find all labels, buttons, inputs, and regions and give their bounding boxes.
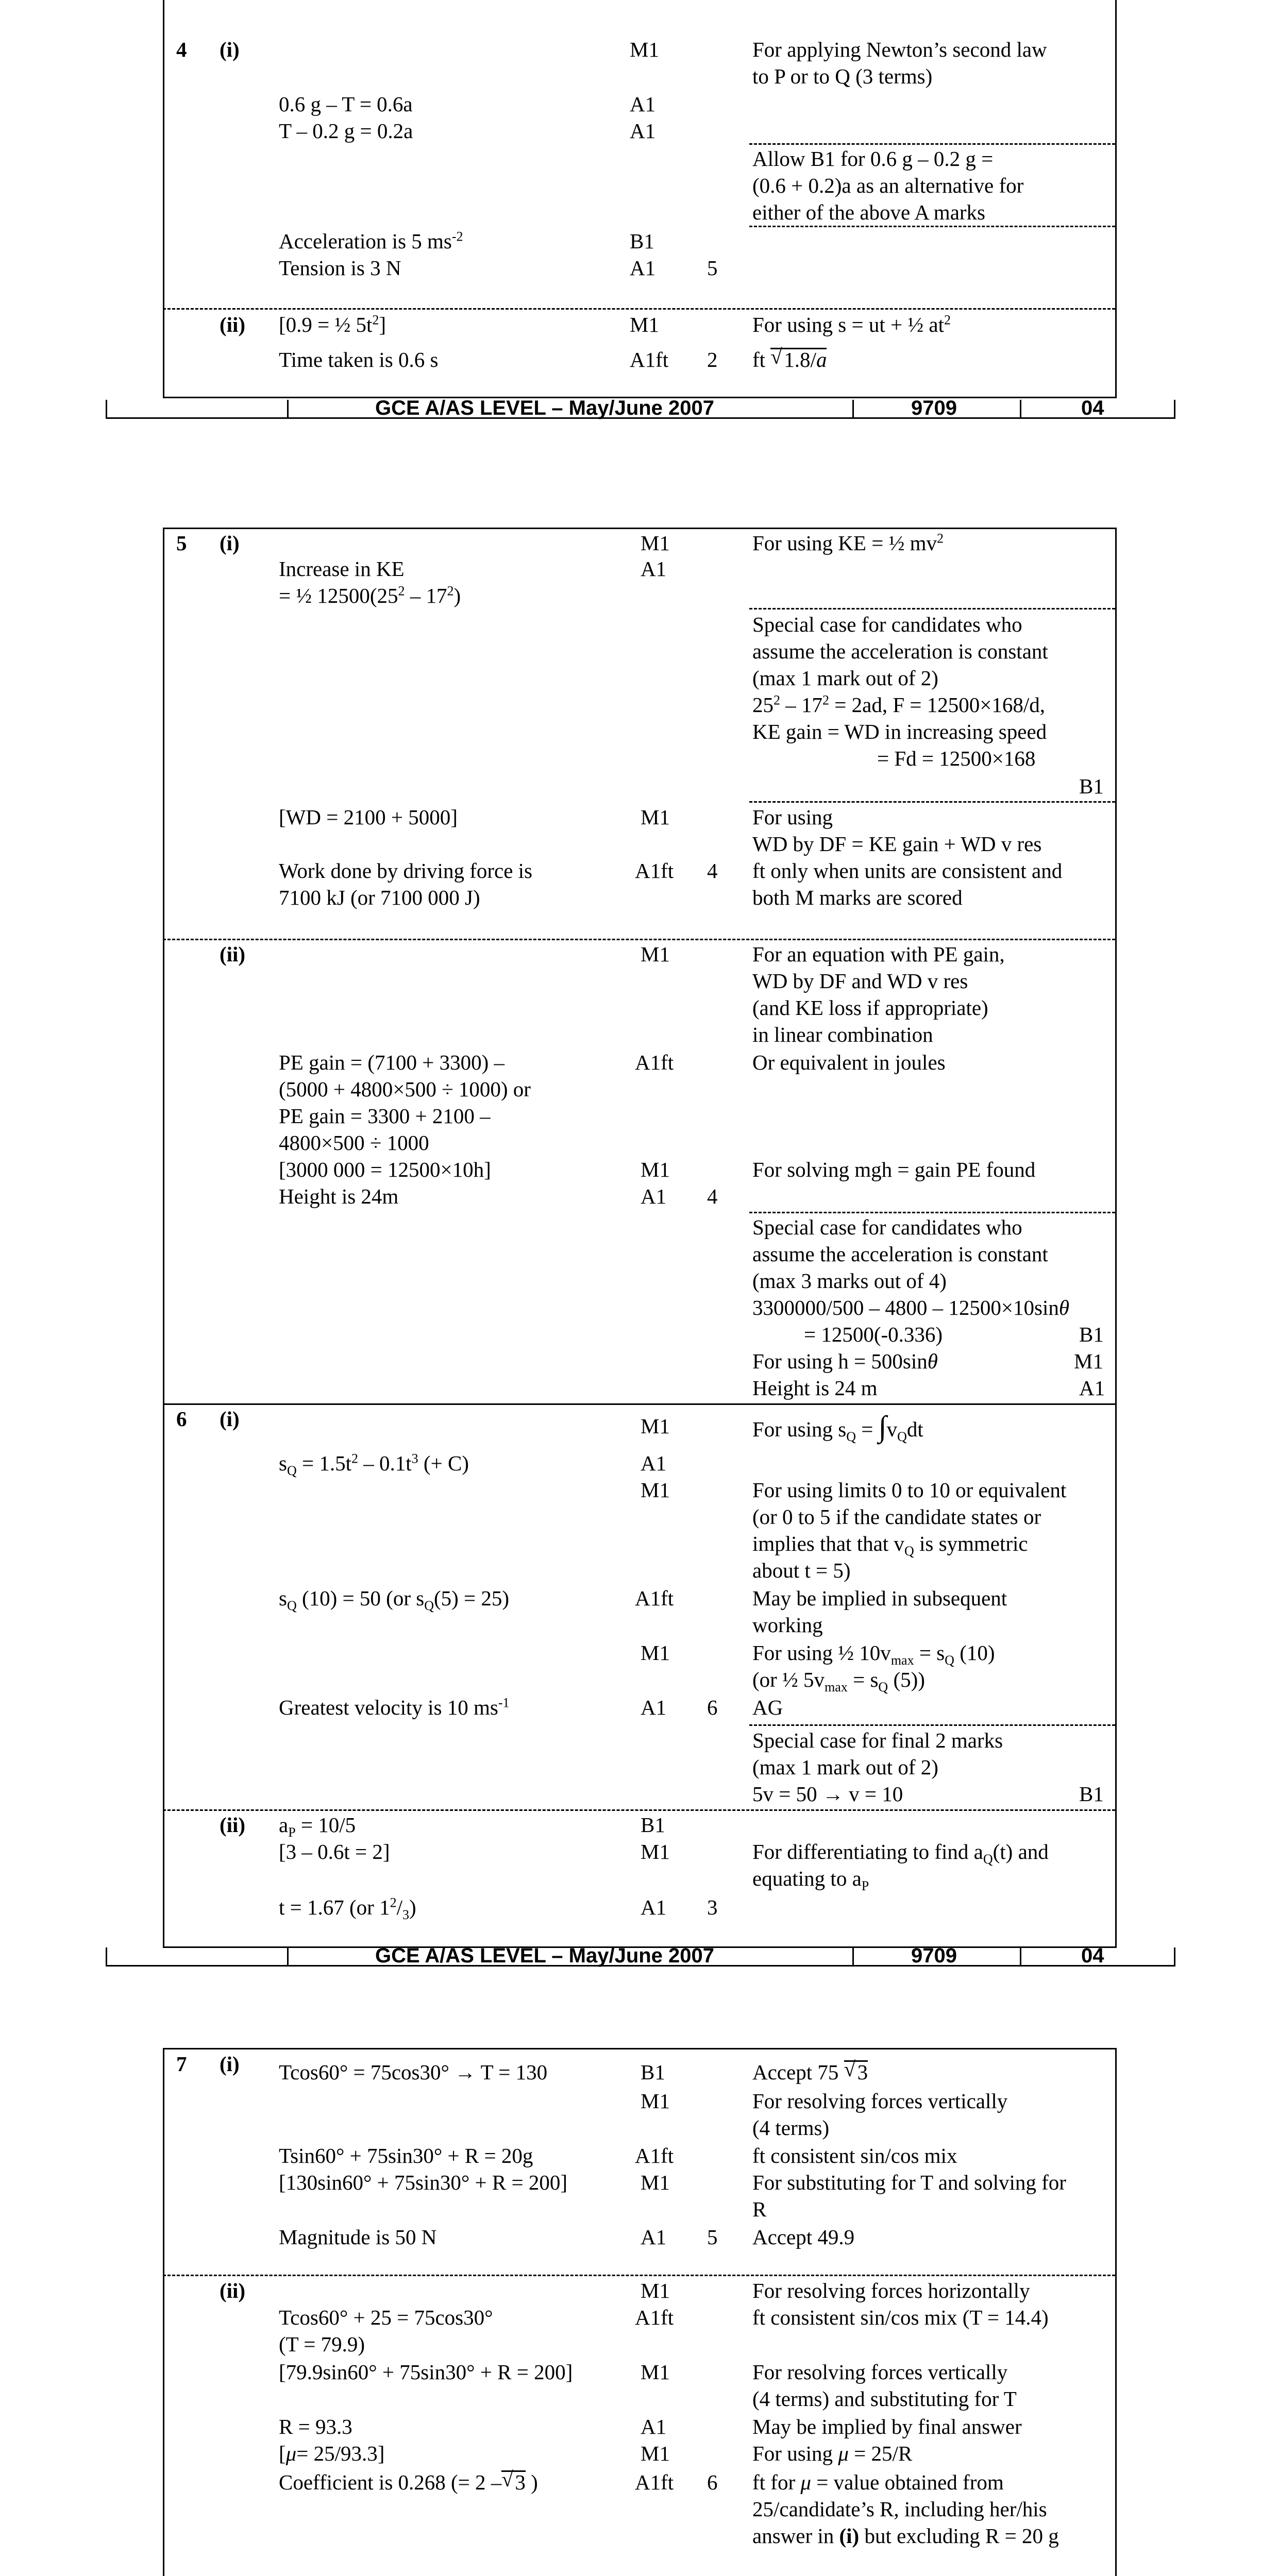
- working: Tcos60° = 75cos30° → T = 130: [279, 2060, 548, 2084]
- part-total: 5: [707, 2225, 718, 2249]
- guidance: about t = 5): [752, 1558, 851, 1582]
- guidance: in linear combination: [752, 1023, 933, 1046]
- guidance: May be implied in subsequent: [752, 1586, 1007, 1610]
- guidance: (and KE loss if appropriate): [752, 996, 988, 1020]
- guidance: For solving mgh = gain PE found: [752, 1158, 1036, 1181]
- working: [130sin60° + 75sin30° + R = 200]: [279, 2171, 568, 2194]
- part-label: (i): [220, 1407, 240, 1431]
- mark: M1: [641, 2360, 670, 2384]
- working: PE gain = 3300 + 2100 –: [279, 1104, 491, 1128]
- working: [WD = 2100 + 5000]: [279, 805, 458, 829]
- guidance: equating to $a_P$: [752, 1867, 869, 1894]
- special-case: 3300000/500 – 4800 – 12500×10sinθ: [752, 1296, 1070, 1319]
- guidance: For using $s_Q = \int v_Qdt$: [752, 1410, 923, 1445]
- guidance: both M marks are scored: [752, 886, 963, 909]
- guidance: either of the above A marks: [752, 200, 986, 224]
- part-label: (ii): [220, 942, 246, 966]
- working: [3000 000 = 12500×10h]: [279, 1158, 491, 1181]
- mark: A1: [630, 92, 656, 116]
- mark: B1: [1079, 1782, 1104, 1806]
- part-total: 2: [707, 348, 718, 371]
- special-case: (max 1 mark out of 2): [752, 1755, 938, 1779]
- working: Magnitude is 50 N: [279, 2225, 437, 2249]
- mark: M1: [641, 531, 670, 555]
- mark: M1: [641, 1158, 670, 1181]
- part-label: (ii): [220, 313, 246, 336]
- mark: M1: [641, 1840, 670, 1863]
- working: $s_Q$ (10) = 50 (or $s_Q(5) = 25$): [279, 1586, 510, 1614]
- mark: B1: [1079, 774, 1104, 798]
- working: R = 93.3: [279, 2415, 352, 2438]
- guidance: Accept 75 √ 3: [752, 2057, 868, 2084]
- guidance: ft consistent sin/cos mix (T = 14.4): [752, 2306, 1049, 2329]
- working: [0.9 = ½ $5t^2$]: [279, 312, 386, 336]
- working: Height is 24m: [279, 1184, 399, 1208]
- guidance: ft only when units are consistent and: [752, 859, 1063, 883]
- part-total: 6: [707, 1696, 718, 1719]
- guidance: May be implied by final answer: [752, 2415, 1022, 2438]
- working: T – 0.2 g = 0.2a: [279, 119, 413, 143]
- special-case: For using h = 500sinθ: [752, 1349, 938, 1373]
- working: Greatest velocity is 10 $ms^{-1}$: [279, 1695, 510, 1719]
- special-case: Height is 24 m: [752, 1376, 878, 1400]
- guidance: R: [752, 2197, 767, 2221]
- mark: A1: [641, 1451, 667, 1475]
- mark: A1: [641, 1184, 667, 1208]
- mark: M1: [630, 313, 659, 336]
- guidance: For using s = ut + ½ $at^2$: [752, 312, 951, 336]
- sqrt-icon: √ 3: [844, 2057, 868, 2084]
- mark: M1: [641, 1641, 670, 1665]
- mark: M1: [641, 2442, 670, 2465]
- guidance: For using: [752, 805, 833, 829]
- guidance: (or ½ $5v_{max} = s_Q$ (5)): [752, 1668, 925, 1695]
- working: [79.9sin60° + 75sin30° + R = 200]: [279, 2360, 573, 2384]
- mark: A1: [641, 2225, 667, 2249]
- special-case: = Fd = 12500×168: [877, 747, 1036, 770]
- part-total: 5: [707, 256, 718, 280]
- special-case: = 12500(-0.336): [804, 1323, 943, 1346]
- working: 7100 kJ (or 7100 000 J): [279, 886, 480, 909]
- working: Tsin60° + 75sin30° + R = 20g: [279, 2144, 533, 2167]
- special-case: assume the acceleration is constant: [752, 639, 1048, 663]
- mark: M1: [641, 942, 670, 966]
- guidance: implies that that $v_Q$ is symmetric: [752, 1532, 1028, 1559]
- special-case: Special case for final 2 marks: [752, 1728, 1003, 1752]
- mark: M1: [641, 2279, 670, 2302]
- part-total: 3: [707, 1895, 718, 1919]
- guidance: For substituting for T and solving for: [752, 2171, 1066, 2194]
- integral-icon: ∫: [878, 1410, 887, 1443]
- question-number: 7: [176, 2052, 187, 2076]
- working: Coefficient is 0.268 (= 2 – √ 3 ): [279, 2467, 538, 2494]
- sqrt-icon: √ 3: [501, 2467, 526, 2494]
- guidance: Or equivalent in joules: [752, 1050, 946, 1074]
- mark: A1: [641, 1895, 667, 1919]
- guidance: ft for μ = value obtained from: [752, 2470, 1004, 2494]
- mark: A1: [641, 2415, 667, 2438]
- special-case: (max 1 mark out of 2): [752, 666, 938, 690]
- mark: B1: [1079, 1323, 1104, 1346]
- working: Time taken is 0.6 s: [279, 348, 439, 371]
- guidance: For using ½ $10v_{max} = s_Q$ (10): [752, 1641, 995, 1668]
- mark: M1: [630, 38, 659, 61]
- part-label: (ii): [220, 2279, 246, 2302]
- mark: M1: [641, 1414, 670, 1438]
- guidance: 25/candidate’s R, including her/his: [752, 2497, 1047, 2521]
- paper-number: 04: [1081, 397, 1104, 419]
- working: 0.6 g – T = 0.6a: [279, 92, 413, 116]
- part-total: 6: [707, 2470, 718, 2494]
- guidance: to P or to Q (3 terms): [752, 64, 933, 88]
- part-total: 4: [707, 859, 718, 883]
- working: [3 – 0.6t = 2]: [279, 1840, 390, 1863]
- working: Tcos60° + 25 = 75cos30°: [279, 2306, 493, 2329]
- working: Acceleration is 5 $ms^{-2}$: [279, 229, 463, 253]
- special-case: $25^2 - 17^2 = 2ad$, F = 12500×168/d,: [752, 692, 1046, 717]
- question-number: 4: [176, 38, 187, 61]
- mark: A1: [630, 119, 656, 143]
- mark: A1ft: [635, 2306, 674, 2329]
- mark: M1: [641, 2089, 670, 2113]
- mark: A1: [630, 256, 656, 280]
- mark: A1ft: [630, 348, 669, 371]
- mark: M1: [641, 805, 670, 829]
- mark: A1ft: [635, 2470, 674, 2494]
- working: Work done by driving force is: [279, 859, 532, 883]
- mark: A1ft: [635, 1050, 674, 1074]
- part-label: (ii): [220, 1813, 246, 1837]
- guidance: ft consistent sin/cos mix: [752, 2144, 957, 2167]
- guidance: AG: [752, 1696, 783, 1719]
- guidance: For an equation with PE gain,: [752, 942, 1005, 966]
- guidance: (0.6 + 0.2)a as an alternative for: [752, 174, 1024, 197]
- special-case: assume the acceleration is constant: [752, 1242, 1048, 1266]
- guidance: For using KE = ½ $mv^2$: [752, 531, 944, 555]
- working: [μ= 25/93.3]: [279, 2442, 385, 2465]
- working: PE gain = (7100 + 3300) –: [279, 1050, 505, 1074]
- mark: A1ft: [635, 1586, 674, 1610]
- special-case: (max 3 marks out of 4): [752, 1269, 947, 1293]
- mark: M1: [1074, 1349, 1103, 1373]
- working: 4800×500 ÷ 1000: [279, 1131, 429, 1155]
- guidance: For resolving forces vertically: [752, 2089, 1008, 2113]
- guidance: (or 0 to 5 if the candidate states or: [752, 1505, 1041, 1529]
- special-case: KE gain = WD in increasing speed: [752, 720, 1047, 743]
- mark: B1: [641, 2060, 665, 2084]
- mark: A1: [641, 1696, 667, 1719]
- mark: M1: [641, 2171, 670, 2194]
- mark: B1: [630, 229, 654, 253]
- working: (T = 79.9): [279, 2332, 365, 2356]
- guidance: For using μ = 25/R: [752, 2442, 913, 2465]
- special-case: Special case for candidates who: [752, 613, 1022, 636]
- syllabus-code: 9709: [911, 397, 957, 419]
- working: Increase in KE: [279, 557, 405, 581]
- exam-title: GCE A/AS LEVEL – May/June 2007: [375, 397, 715, 419]
- working: Tension is 3 N: [279, 256, 401, 280]
- working: $s_Q = 1.5t^2 - 0.1t^3$ (+ C): [279, 1451, 469, 1479]
- guidance: Accept 49.9: [752, 2225, 855, 2249]
- guidance: WD by DF and WD v res: [752, 969, 968, 993]
- guidance: (4 terms) and substituting for T: [752, 2387, 1017, 2411]
- paper-number: 04: [1081, 1944, 1104, 1967]
- mark: A1ft: [635, 2144, 674, 2167]
- working: (5000 + 4800×500 ÷ 1000) or: [279, 1077, 531, 1101]
- guidance: For differentiating to find $a_Q(t)$ and: [752, 1840, 1049, 1867]
- working: $a_P = 10/5$: [279, 1813, 356, 1840]
- part-label: (i): [220, 38, 240, 61]
- mark: M1: [641, 1478, 670, 1502]
- mark: A1ft: [635, 859, 674, 883]
- guidance: For using limits 0 to 10 or equivalent: [752, 1478, 1067, 1502]
- guidance: (4 terms): [752, 2116, 830, 2140]
- exam-title: GCE A/AS LEVEL – May/June 2007: [375, 1944, 715, 1967]
- working: = ½ $12500(25^2 - 17^2)$: [279, 583, 461, 607]
- guidance: ft √ 1.8/a: [752, 345, 827, 371]
- part-total: 4: [707, 1184, 718, 1208]
- working: t = 1.67 (or $1^2/_3$): [279, 1895, 416, 1923]
- sqrt-icon: √ 1.8/a: [770, 345, 827, 371]
- part-label: (i): [220, 2052, 240, 2076]
- syllabus-code: 9709: [911, 1944, 957, 1967]
- question-number: 6: [176, 1407, 187, 1431]
- guidance: WD by DF = KE gain + WD v res: [752, 832, 1042, 856]
- special-case: 5v = 50 → v = 10: [752, 1782, 903, 1806]
- mark: A1: [641, 557, 667, 581]
- mark: B1: [641, 1813, 665, 1837]
- special-case: Special case for candidates who: [752, 1215, 1022, 1239]
- part-label: (i): [220, 531, 240, 555]
- guidance: For resolving forces vertically: [752, 2360, 1008, 2384]
- guidance: answer in (i) but excluding R = 20 g: [752, 2524, 1059, 2548]
- question-number: 5: [176, 531, 187, 555]
- guidance: For applying Newton’s second law: [752, 38, 1047, 61]
- guidance: Allow B1 for 0.6 g – 0.2 g =: [752, 147, 994, 171]
- guidance: For resolving forces horizontally: [752, 2279, 1030, 2302]
- guidance: working: [752, 1613, 823, 1637]
- mark: A1: [1079, 1376, 1105, 1400]
